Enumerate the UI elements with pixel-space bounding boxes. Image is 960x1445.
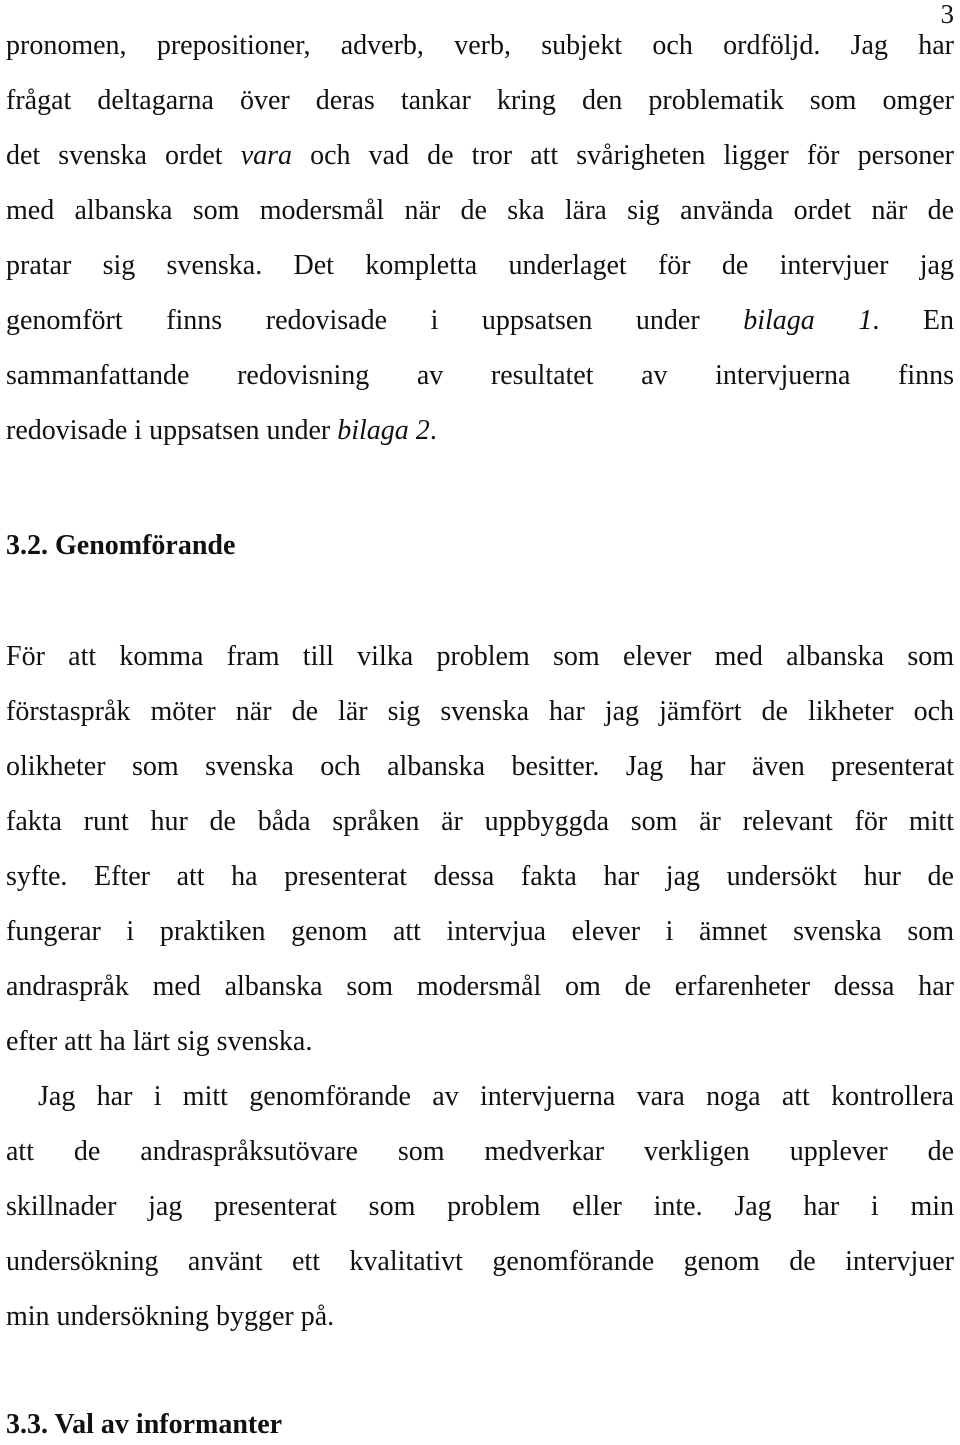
text-line: fakta runt hur de båda språken är uppbyggda som är relevant för mitt [6,806,954,837]
text-line: förstaspråk möter när de lär sig svenska har jag jämfört de likheter och [6,696,954,727]
text-line [6,403,954,458]
text-fragment: redovisade i uppsatsen under [6,415,338,446]
text-line: För att komma fram till vilka problem som elever med albanska som [6,641,954,672]
text-line [6,293,954,348]
text-line: andraspråk med albanska som modersmål om de erfarenheter dessa har [6,971,954,1002]
text-fragment: . [429,415,437,446]
italic-term: bilaga 2 [337,415,430,446]
text-line: skillnader jag presenterat som problem eller inte. Jag har i min [6,1191,954,1222]
text-line: olikheter som svenska och albanska besitter. Jag har även presenterat [6,751,954,782]
text-line: syfte. Efter att ha presenterat dessa fakta har jag undersökt hur de [6,861,954,892]
paragraph-genomforande [6,629,954,1069]
text-line: pratar sig svenska. Det kompletta underlaget för de intervjuer jag [6,250,954,281]
text-fragment: det svenska ordet [6,140,241,171]
text-line: efter att ha lärt sig svenska. [6,1026,313,1057]
italic-term: vara [240,140,293,171]
italic-term: bilaga 1 [743,305,873,336]
text-line [6,128,954,183]
section-heading-3-2: 3.2. Genomförande [6,530,236,561]
text-line: sammanfattande redovisning av resultatet av intervjuerna finns [6,360,954,391]
text-fragment: genomfört finns redovisade i uppsatsen under [6,305,744,336]
text-fragment: och vad de tror att svårigheten ligger för personer [292,140,955,171]
text-line: Jag har i mitt genomförande av intervjuerna vara noga att kontrollera [38,1081,954,1112]
text-line: pronomen, prepositioner, adverb, verb, subjekt och ordföljd. Jag har [6,30,954,61]
text-fragment: . En [872,305,955,336]
section-heading-3-3: 3.3. Val av informanter [6,1409,283,1440]
text-line: med albanska som modersmål när de ska lära sig använda ordet när de [6,195,954,226]
text-line: undersökning använt ett kvalitativt genomförande genom de intervjuer [6,1246,954,1277]
text-line: frågat deltagarna över deras tankar kring den problematik som omger [6,85,954,116]
page-number: 3 [940,0,954,29]
text-line: min undersökning bygger på. [6,1301,335,1332]
paragraph-intervjuer [6,1069,954,1344]
text-line: fungerar i praktiken genom att intervjua elever i ämnet svenska som [6,916,954,947]
paragraph-intro [6,18,954,458]
text-line: att de andraspråksutövare som medverkar verkligen upplever de [6,1136,954,1167]
